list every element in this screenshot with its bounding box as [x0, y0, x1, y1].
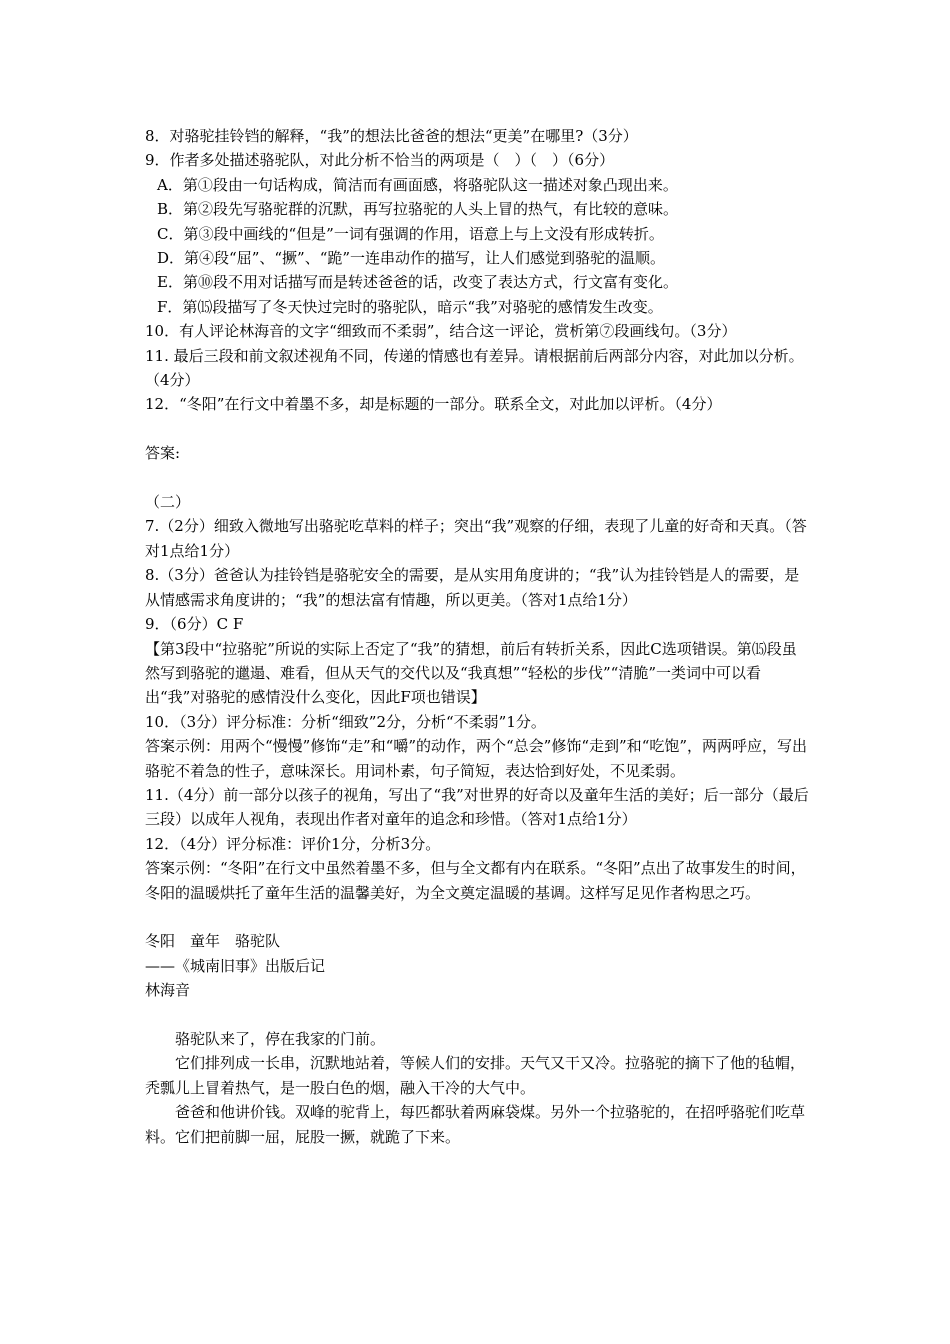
answer-10: 10．（3分）评分标准：分析“细致”2分，分析“不柔弱”1分。 — [145, 712, 546, 731]
document-page — [145, 124, 810, 1149]
question-11: 11. 最后三段和前文叙述视角不同，传递的情感也有差异。请根据前后两部分内容，对此加以分析。（4分） — [145, 346, 804, 390]
spacer — [145, 466, 810, 490]
question-8: 8．对骆驼挂铃铛的解释，“我”的想法比爸爸的想法“更美”在哪里?（3分） — [145, 127, 638, 145]
article-author: 林海音 — [145, 981, 191, 1000]
answers-section-title: （二） — [145, 493, 191, 512]
question-9-option-d: D．第④段“屈”、“撅”、“跪”一连串动作的描写，让人们感觉到骆驼的温顺。 — [157, 249, 666, 268]
answer-8: 8.（3分）爸爸认为挂铃铛是骆驼安全的需要，是从实用角度讲的；“我”认为挂铃铛是人的需要，是从情感需求角度讲的；“我”的想法富有情趣，所以更美。（答对1点给1分） — [145, 566, 800, 609]
answer-9: 9．（6分）C F — [145, 615, 244, 634]
answer-9-note: 【第3段中“拉骆驼”所说的实际上否定了“我”的猜想，前后有转折关系，因此C选项错误。第⒂段虽然写到骆驼的邋遢、难看，但从天气的交代以及“我真想”“轻松的步伐”“清脆”一类词中可以看出“我”对骆驼的感情没什么变化，因此F项也错误】 — [145, 639, 797, 707]
answers-label: 答案: — [145, 444, 181, 463]
article-paragraph: 它们排列成一长串，沉默地站着，等候人们的安排。天气又干又冷。拉骆驼的摘下了他的毡帽，秃瓢儿上冒着热气，是一股白色的烟，融入干冷的大气中。 — [145, 1054, 806, 1097]
article-paragraph: 骆驼队来了，停在我家的门前。 — [175, 1029, 386, 1048]
spacer — [145, 1003, 810, 1027]
question-10: 10．有人评论林海音的文字“细致而不柔弱”，结合这一评论，赏析第⑦段画线句。（3分） — [145, 322, 737, 341]
answer-12-example: 答案示例：“冬阳”在行文中虽然着墨不多，但与全文都有内在联系。“冬阳”点出了故事发生的时间，冬阳的温暖烘托了童年生活的温馨美好，为全文奠定温暖的基调。这样写足见作者构思之巧。 — [145, 859, 806, 902]
article-subtitle: ——《城南旧事》出版后记 — [145, 956, 326, 975]
article-title: 冬阳 童年 骆驼队 — [145, 932, 281, 951]
question-9-option-b: B．第②段先写骆驼群的沉默，再写拉骆驼的人头上冒的热气，有比较的意味。 — [157, 200, 679, 219]
spacer — [145, 417, 810, 441]
answer-11: 11.（4分）前一部分以孩子的视角，写出了“我”对世界的好奇以及童年生活的美好；后一部分（最后三段）以成年人视角，表现出作者对童年的追念和珍惜。（答对1点给1分） — [145, 785, 809, 829]
question-9-option-a: A．第①段由一句话构成，简洁而有画面感，将骆驼队这一描述对象凸现出来。 — [157, 175, 678, 194]
question-9-option-f: F．第⒂段描写了冬天快过完时的骆驼队，暗示“我”对骆驼的感情发生改变。 — [157, 297, 663, 316]
answer-12: 12．（4分）评分标准：评价1分，分析3分。 — [145, 834, 441, 853]
article-paragraph: 爸爸和他讲价钱。双峰的驼背上，每匹都驮着两麻袋煤。另外一个拉骆驼的，在招呼骆驼们吃草料。它们把前脚一屈，屁股一撅，就跪了下来。 — [145, 1103, 806, 1146]
answer-10-example: 答案示例：用两个“慢慢”修饰“走”和“嚼”的动作，两个“总会”修饰“走到”和“吃饱”，两两呼应，写出骆驼不着急的性子，意味深长。用词朴素，句子简短，表达恰到好处，不见柔弱。 — [145, 737, 808, 780]
question-9: 9．作者多处描述骆驼队，对此分析不恰当的两项是（ ）（ ）（6分） — [145, 151, 615, 170]
question-9-option-c: C．第③段中画线的“但是”一词有强调的作用，语意上与上文没有形成转折。 — [157, 224, 664, 243]
question-12: 12．“冬阳”在行文中着墨不多，却是标题的一部分。联系全文，对此加以评析。（4分） — [145, 395, 722, 414]
question-9-option-e: E．第⑩段不用对话描写而是转述爸爸的话，改变了表达方式，行文富有变化。 — [157, 273, 678, 292]
answer-7: 7.（2分）细致入微地写出骆驼吃草料的样子；突出“我”观察的仔细，表现了儿童的好奇和天真。（答对1点给1分） — [145, 517, 807, 560]
spacer — [145, 905, 810, 929]
